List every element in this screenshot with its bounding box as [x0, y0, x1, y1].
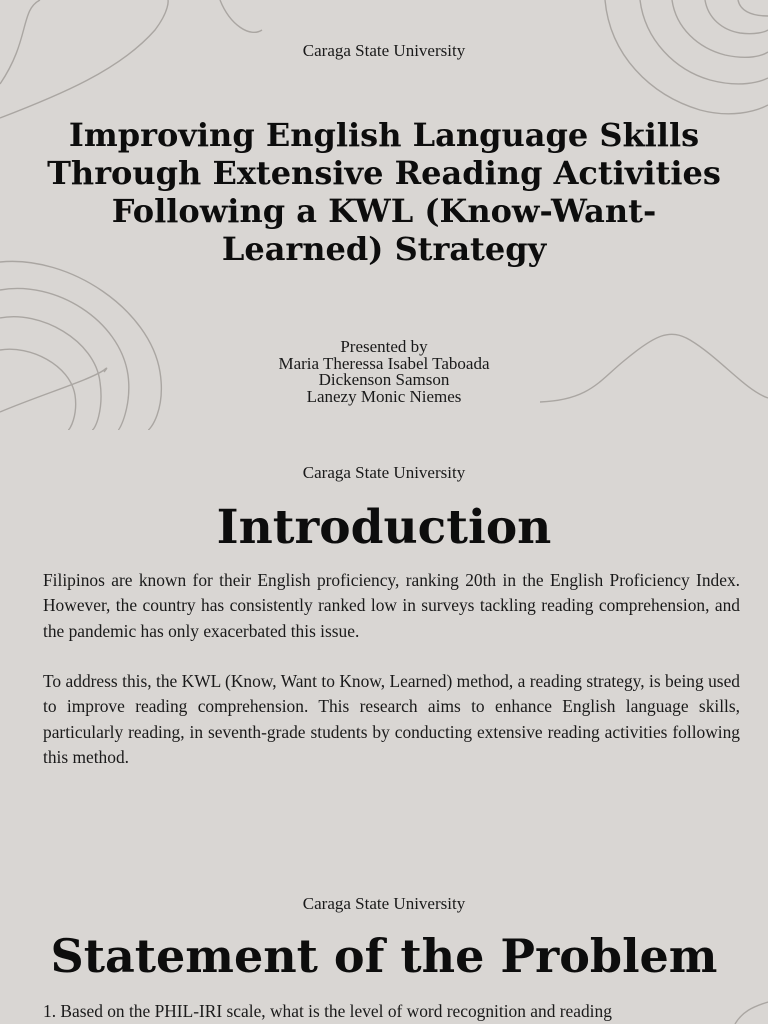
- presented-by-label: Presented by: [340, 337, 428, 356]
- university-name: Caraga State University: [302, 894, 466, 913]
- title-slide: [0, 0, 768, 430]
- problem-item: 1. Based on the PHIL-IRI scale, what is the level of word recognition and reading: [43, 1001, 612, 1021]
- presenter-name: Lanezy Monic Niemes: [306, 386, 462, 406]
- section-heading: Statement of the Problem: [50, 929, 718, 983]
- university-name: Caraga State University: [302, 463, 466, 482]
- presenter-name: Maria Theressa Isabel Taboada: [278, 353, 490, 373]
- university-name: Caraga State University: [302, 41, 466, 60]
- introduction-slide: [0, 430, 768, 862]
- paragraph: To address this, the KWL (Know, Want to Know, Learned) method, a reading strategy, is being used to improve reading comprehension. This research aims to enhance English language skills, particularly reading, in seventh-grade students by conducting extensive reading activities following this method.: [43, 671, 740, 767]
- presenter-name: Dickenson Samson: [318, 370, 450, 389]
- paragraph: Filipinos are known for their English proficiency, ranking 20th in the English Proficiency Index. However, the country has consistently ranked low in surveys tackling reading comprehension, and the pandemic has only exacerbated this issue.: [43, 570, 740, 641]
- statement-of-problem-slide: [0, 862, 768, 1024]
- presentation-title: Improving English Language Skills Through Extensive Reading Activities Following a KWL (Know-Want-Learned) Strategy: [47, 116, 721, 268]
- presenters-block: [0, 339, 768, 405]
- section-heading: Introduction: [216, 500, 552, 555]
